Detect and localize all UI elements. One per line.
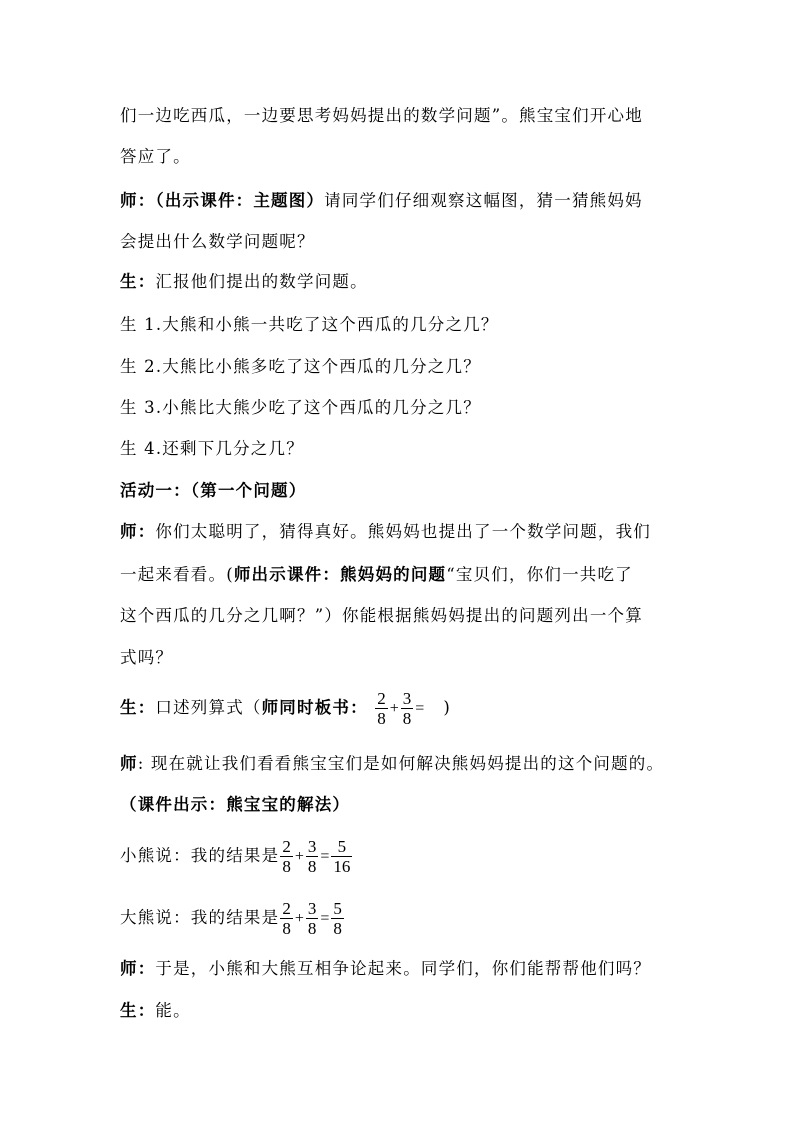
text: 一起来看看。( — [120, 565, 234, 584]
numerator: 3 — [402, 689, 412, 708]
plus-sign: + — [294, 847, 304, 865]
paragraph-line-math — [120, 896, 345, 941]
fraction — [331, 899, 344, 938]
numerator: 5 — [333, 899, 342, 918]
denominator: 16 — [333, 857, 351, 876]
section-heading: 活动一：（第一个问题） — [120, 481, 307, 500]
paragraph-line — [120, 230, 315, 254]
text: 请同学们仔细观察这幅图，猜一猜熊妈妈 — [324, 191, 643, 210]
numerator: 2 — [377, 689, 386, 708]
fraction — [375, 689, 388, 728]
denominator: 8 — [402, 709, 412, 728]
text: 生 3.小熊比大熊少吃了这个西瓜的几分之几？ — [120, 398, 481, 417]
text: 式吗？ — [120, 648, 174, 667]
fraction — [331, 837, 352, 876]
text: “宝贝们，你们一共吃了 — [446, 565, 633, 584]
text: 小熊说：我的结果是 — [120, 846, 280, 865]
speaker-label: 生： — [120, 698, 156, 717]
numerator: 2 — [282, 837, 291, 856]
fraction — [306, 899, 319, 938]
text: 能。 — [155, 1001, 191, 1020]
paragraph-line — [120, 189, 643, 213]
fraction — [306, 837, 319, 876]
speaker-label: 生： — [120, 1001, 156, 1020]
denominator: 8 — [282, 857, 291, 876]
fraction — [280, 837, 293, 876]
paragraph-line — [120, 957, 651, 981]
text-bold: 师出示课件：熊妈妈的问题 — [233, 565, 447, 584]
paragraph-line — [120, 604, 643, 628]
denominator: 8 — [282, 919, 291, 938]
text: 大熊说：我的结果是 — [120, 908, 280, 927]
speaker-label: 师 — [120, 754, 138, 773]
plus-sign: + — [294, 909, 304, 927]
text: 生 4.还剩下几分之几？ — [120, 439, 304, 458]
paragraph-line — [120, 563, 633, 587]
text: 们一边吃西瓜，一边要思考妈妈提出的数学问题”。熊宝宝们开心地 — [120, 106, 643, 125]
paragraph-line — [120, 313, 499, 337]
text: 生 2.大熊比小熊多吃了这个西瓜的几分之几？ — [120, 357, 481, 376]
speaker-label: 生： — [120, 272, 156, 291]
paragraph-line — [120, 104, 643, 128]
plus-sign: + — [389, 699, 399, 717]
equals-sign: = — [320, 847, 330, 865]
equals-sign: = — [415, 699, 425, 717]
paragraph-line — [120, 999, 191, 1023]
paragraph-line — [120, 646, 173, 670]
section-heading: （课件出示：熊宝宝的解法） — [120, 795, 351, 814]
paragraph-line — [120, 520, 651, 544]
paragraph-line-math — [120, 686, 451, 731]
text: 汇报他们提出的数学问题。 — [155, 272, 368, 291]
speaker-label: 师： — [120, 522, 156, 541]
text: ) — [443, 698, 451, 717]
text: 口述列算式（ — [155, 698, 262, 717]
numerator: 3 — [307, 899, 317, 918]
paragraph-line — [120, 355, 481, 379]
numerator: 3 — [307, 837, 317, 856]
denominator: 8 — [307, 857, 317, 876]
text: : 现在就让我们看看熊宝宝们是如何解决熊妈妈提出的这个问题的。 — [137, 754, 665, 773]
text-bold: 师同时板书： — [261, 698, 368, 717]
fraction — [401, 689, 414, 728]
paragraph-line — [120, 145, 191, 169]
fraction — [280, 899, 293, 938]
paragraph-line — [120, 752, 664, 776]
text: 这个西瓜的几分之几啊？”）你能根据熊妈妈提出的问题列出一个算 — [120, 606, 643, 625]
text: 你们太聪明了，猜得真好。熊妈妈也提出了一个数学问题，我们 — [155, 522, 652, 541]
equals-sign: = — [320, 909, 330, 927]
denominator: 8 — [307, 919, 317, 938]
text: 生 1.大熊和小熊一共吃了这个西瓜的几分之几？ — [120, 315, 499, 334]
paragraph-line — [120, 396, 481, 420]
numerator: 2 — [282, 899, 291, 918]
speaker-label: 师：（出示课件：主题图） — [120, 191, 325, 210]
paragraph-line — [120, 437, 304, 461]
text: 于是，小熊和大熊互相争论起来。同学们，你们能帮帮他们吗？ — [155, 959, 652, 978]
numerator: 5 — [331, 837, 352, 857]
text: 会提出什么数学问题呢？ — [120, 232, 315, 251]
speaker-label: 师： — [120, 959, 156, 978]
text: 答应了。 — [120, 147, 191, 166]
paragraph-line — [120, 479, 306, 503]
paragraph-line — [120, 270, 368, 294]
paragraph-line — [120, 793, 350, 817]
denominator: 8 — [377, 709, 386, 728]
paragraph-line-math — [120, 834, 353, 879]
denominator: 8 — [333, 919, 342, 938]
